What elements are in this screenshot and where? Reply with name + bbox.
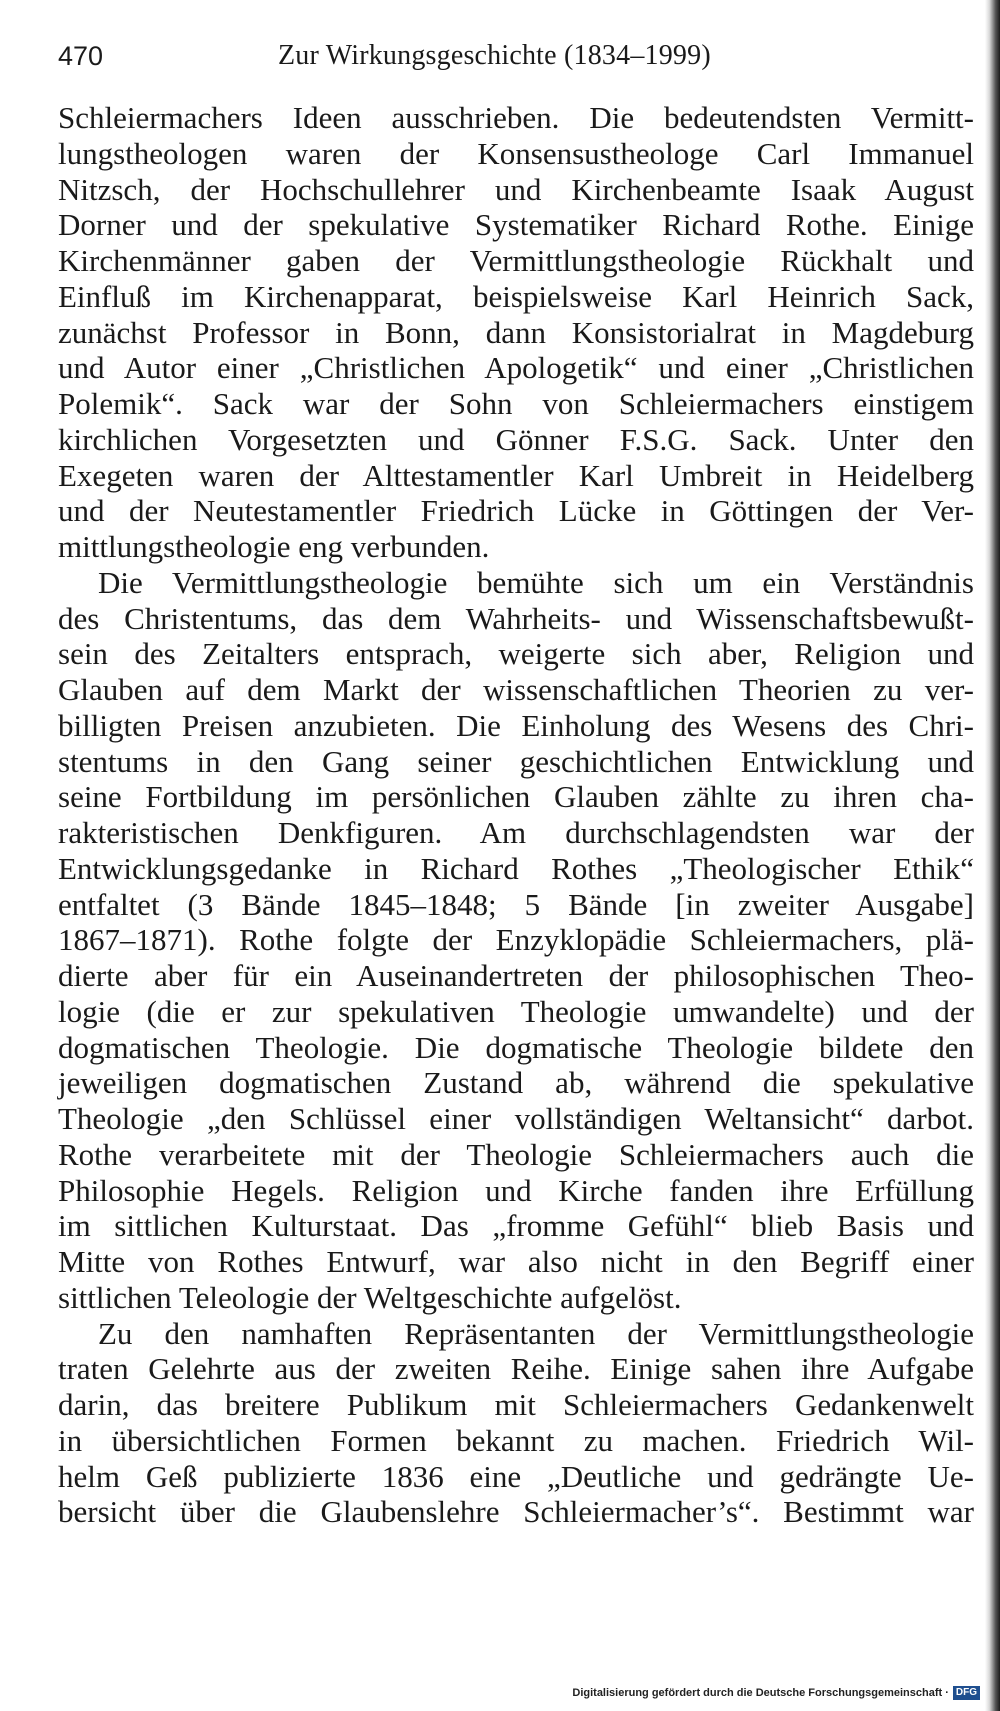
running-head: [58, 36, 978, 76]
text-line: billigten Preisen anzubieten. Die Einholung des Wesens des Chri-: [58, 707, 974, 743]
paragraph: [58, 100, 974, 565]
text-line: und der Neutestamentler Friedrich Lücke in Göttingen der Ver-: [58, 493, 974, 529]
text-line: Schleiermachers Ideen ausschrieben. Die bedeutendsten Vermitt-: [58, 100, 974, 135]
text-line: seine Fortbildung im persönlichen Glauben zählte zu ihren cha-: [58, 779, 974, 815]
body-text: [58, 100, 974, 1530]
text-line: jeweiligen dogmatischen Zustand ab, während die spekulative: [58, 1065, 974, 1101]
text-line: Nitzsch, der Hochschullehrer und Kirchenbeamte Isaak August: [58, 171, 974, 207]
text-line: Glauben auf dem Markt der wissenschaftlichen Theorien zu ver-: [58, 672, 974, 707]
text-line: in übersichtlichen Formen bekannt zu machen. Friedrich Wil-: [58, 1422, 974, 1458]
text-line: im sittlichen Kulturstaat. Das „fromme Gefühl“ blieb Basis und: [58, 1208, 974, 1244]
text-line: zunächst Professor in Bonn, dann Konsistorialrat in Magdeburg: [58, 314, 974, 350]
text-line: Die Vermittlungstheologie bemühte sich um ein Verständnis: [98, 564, 974, 600]
text-line: Polemik“. Sack war der Sohn von Schleiermachers einstigem: [58, 386, 974, 421]
text-line: Zu den namhaften Repräsentanten der Vermittlungstheologie: [98, 1315, 974, 1351]
text-line: stentums in den Gang seiner geschichtlichen Entwicklung und: [58, 743, 974, 779]
text-line: traten Gelehrte aus der zweiten Reihe. Einige sahen ihre Aufgabe: [58, 1351, 974, 1387]
digitization-footer: [572, 1685, 980, 1701]
running-title: Zur Wirkungsgeschichte (1834–1999): [278, 40, 711, 71]
text-line: rakteristischen Denkfiguren. Am durchschlagendsten war der: [58, 815, 974, 850]
text-line: Kirchenmänner gaben der Vermittlungstheologie Rückhalt und: [58, 243, 974, 278]
dfg-logo: DFG: [953, 1686, 980, 1700]
page-number: 470: [58, 41, 104, 71]
text-line: Philosophie Hegels. Religion und Kirche fanden ihre Erfüllung: [58, 1172, 974, 1208]
text-line: sein des Zeitalters entsprach, weigerte sich aber, Religion und: [58, 636, 974, 672]
text-line: dierte aber für ein Auseinandertreten der philosophischen Theo-: [58, 958, 974, 993]
paragraph: [58, 565, 974, 1316]
text-line: darin, das breitere Publikum mit Schleiermachers Gedankenwelt: [58, 1387, 974, 1422]
text-line: 1867–1871). Rothe folgte der Enzyklopädie Schleiermachers, plä-: [58, 922, 974, 958]
paragraph: [58, 1316, 974, 1531]
text-line: und Autor einer „Christlichen Apologetik“ und einer „Christlichen: [58, 350, 974, 386]
text-line: Theologie „den Schlüssel einer vollständigen Weltansicht“ darbot.: [58, 1101, 974, 1136]
page-edge-shadow: [985, 0, 1000, 1711]
text-line: mittlungstheologie eng verbunden.: [58, 529, 490, 564]
text-line: bersicht über die Glaubenslehre Schleiermacher’s“. Bestimmt war: [58, 1494, 974, 1530]
text-line: Exegeten waren der Alttestamentler Karl Umbreit in Heidelberg: [58, 457, 974, 493]
text-line: kirchlichen Vorgesetzten und Gönner F.S.G. Sack. Unter den: [58, 421, 974, 457]
text-line: entfaltet (3 Bände 1845–1848; 5 Bände [in zweiter Ausgabe]: [58, 886, 974, 922]
text-line: des Christentums, das dem Wahrheits- und Wissenschaftsbewußt-: [58, 600, 974, 636]
text-line: Entwicklungsgedanke in Richard Rothes „Theologischer Ethik“: [58, 850, 974, 886]
text-line: logie (die er zur spekulativen Theologie umwandelte) und der: [58, 993, 974, 1029]
text-line: helm Geß publizierte 1836 eine „Deutliche und gedrängte Ue-: [58, 1458, 974, 1494]
text-line: Rothe verarbeitete mit der Theologie Schleiermachers auch die: [58, 1136, 974, 1172]
text-line: Einfluß im Kirchenapparat, beispielsweise Karl Heinrich Sack,: [58, 278, 974, 314]
text-line: dogmatischen Theologie. Die dogmatische Theologie bildete den: [58, 1029, 974, 1065]
text-line: Dorner und der spekulative Systematiker Richard Rothe. Einige: [58, 207, 974, 243]
text-line: sittlichen Teleologie der Weltgeschichte aufgelöst.: [58, 1279, 682, 1315]
footer-credit: Digitalisierung gefördert durch die Deutsche Forschungsgemeinschaft ·: [572, 1687, 949, 1699]
text-line: Mitte von Rothes Entwurf, war also nicht in den Begriff einer: [58, 1244, 974, 1279]
text-line: lungstheologen waren der Konsensustheologe Carl Immanuel: [58, 135, 974, 171]
